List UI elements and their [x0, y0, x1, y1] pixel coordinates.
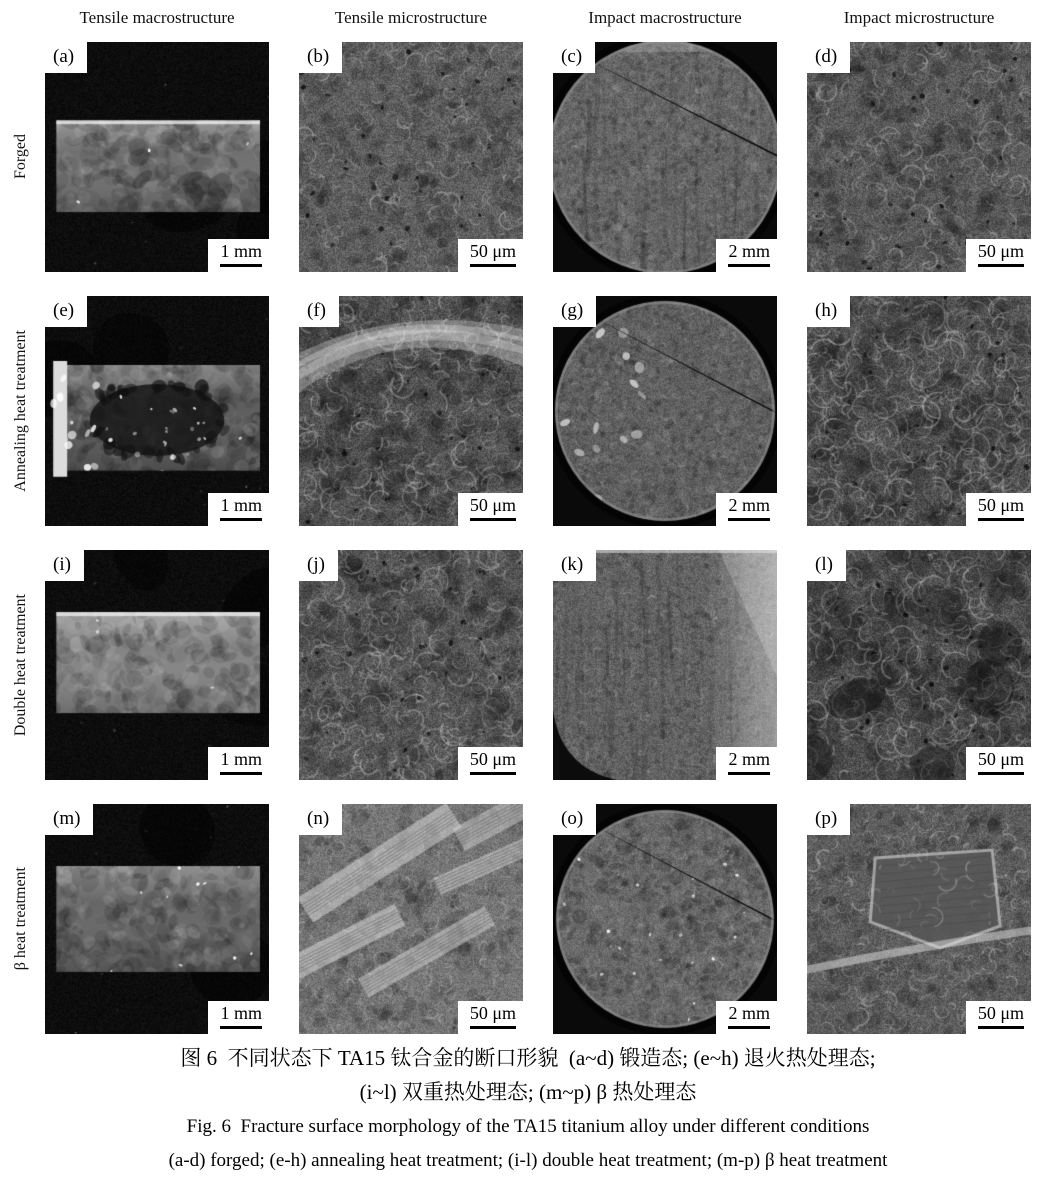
sem-image-o	[553, 804, 777, 1034]
panel-label-g: (g)	[553, 296, 596, 327]
sem-image-h	[807, 296, 1031, 526]
scale-bar-line	[470, 1026, 516, 1029]
scale-bar-g: 2 mm	[716, 493, 777, 526]
scale-bar-line	[220, 518, 262, 521]
panel-j	[299, 550, 523, 780]
caption-english-line1: Fig. 6 Fracture surface morphology of the TA15 titanium alloy under different conditions	[186, 1116, 870, 1137]
scale-bar-j: 50 μm	[458, 747, 523, 780]
sem-image-d	[807, 42, 1031, 272]
scale-bar-p: 50 μm	[966, 1001, 1031, 1034]
panel-p	[807, 804, 1031, 1034]
micrograph-grid	[45, 42, 1031, 1034]
scale-bar-line	[728, 1026, 770, 1029]
sem-image-l	[807, 550, 1031, 780]
column-header-tensile-microstructure: Tensile microstructure	[334, 8, 488, 27]
panel-n	[299, 804, 523, 1034]
scale-bar-b: 50 μm	[458, 239, 523, 272]
panel-m	[45, 804, 269, 1034]
panel-g	[553, 296, 777, 526]
row-label-double-heat-treatment: Double heat treatment	[12, 593, 29, 737]
scale-bar-line	[978, 1026, 1024, 1029]
scale-bar-l: 50 μm	[966, 747, 1031, 780]
panel-label-i: (i)	[45, 550, 84, 581]
sem-image-b	[299, 42, 523, 272]
panel-e	[45, 296, 269, 526]
scale-bar-line	[728, 518, 770, 521]
scale-bar-k: 2 mm	[716, 747, 777, 780]
panel-label-c: (c)	[553, 42, 595, 73]
panel-c	[553, 42, 777, 272]
scale-bar-line	[470, 264, 516, 267]
sem-image-n	[299, 804, 523, 1034]
scale-bar-line	[978, 264, 1024, 267]
panel-o	[553, 804, 777, 1034]
panel-a	[45, 42, 269, 272]
sem-image-j	[299, 550, 523, 780]
panel-label-p: (p)	[807, 804, 850, 835]
scale-bar-n: 50 μm	[458, 1001, 523, 1034]
sem-image-g	[553, 296, 777, 526]
scale-bar-c: 2 mm	[716, 239, 777, 272]
scale-bar-a: 1 mm	[208, 239, 269, 272]
scale-bar-line	[978, 518, 1024, 521]
panel-label-h: (h)	[807, 296, 850, 327]
panel-h	[807, 296, 1031, 526]
scale-bar-o: 2 mm	[716, 1001, 777, 1034]
panel-label-f: (f)	[299, 296, 339, 327]
scale-bar-i: 1 mm	[208, 747, 269, 780]
sem-image-i	[45, 550, 269, 780]
row-label-forged: Forged	[12, 134, 29, 180]
sem-image-c	[553, 42, 777, 272]
scale-bar-h: 50 μm	[966, 493, 1031, 526]
scale-bar-line	[978, 772, 1024, 775]
scale-bar-f: 50 μm	[458, 493, 523, 526]
sem-image-k	[553, 550, 777, 780]
panel-label-e: (e)	[45, 296, 87, 327]
panel-k	[553, 550, 777, 780]
caption-english-line2: (a-d) forged; (e-h) annealing heat treatment; (i-l) double heat treatment; (m-p) β heat treatment	[168, 1150, 888, 1171]
panel-b	[299, 42, 523, 272]
panel-d	[807, 42, 1031, 272]
scale-bar-line	[728, 772, 770, 775]
scale-bar-d: 50 μm	[966, 239, 1031, 272]
panel-label-b: (b)	[299, 42, 342, 73]
scale-bar-line	[220, 1026, 262, 1029]
column-headers	[45, 8, 1031, 28]
column-header-impact-macrostructure: Impact macrostructure	[588, 8, 742, 27]
panel-label-o: (o)	[553, 804, 596, 835]
scale-bar-e: 1 mm	[208, 493, 269, 526]
panel-label-m: (m)	[45, 804, 93, 835]
scale-bar-line	[470, 518, 516, 521]
sem-image-m	[45, 804, 269, 1034]
row-label-beta-heat-treatment: β heat treatment	[12, 867, 29, 971]
scale-bar-line	[470, 772, 516, 775]
panel-label-l: (l)	[807, 550, 846, 581]
row-label-annealing-heat-treatment: Annealing heat treatment	[12, 330, 29, 492]
scale-bar-line	[220, 772, 262, 775]
sem-image-a	[45, 42, 269, 272]
caption-chinese-line2: (i~l) 双重热处理态; (m~p) β 热处理态	[359, 1080, 697, 1104]
scale-bar-m: 1 mm	[208, 1001, 269, 1034]
caption-chinese-line1: 图 6 不同状态下 TA15 钛合金的断口形貌 (a~d) 锻造态; (e~h) 退火热处理态;	[180, 1046, 876, 1070]
panel-label-a: (a)	[45, 42, 87, 73]
sem-image-e	[45, 296, 269, 526]
panel-label-n: (n)	[299, 804, 342, 835]
panel-f	[299, 296, 523, 526]
column-header-impact-microstructure: Impact microstructure	[843, 8, 995, 27]
panel-i	[45, 550, 269, 780]
sem-image-f	[299, 296, 523, 526]
panel-label-k: (k)	[553, 550, 596, 581]
scale-bar-line	[728, 264, 770, 267]
panel-l	[807, 550, 1031, 780]
scale-bar-line	[220, 264, 262, 267]
sem-image-p	[807, 804, 1031, 1034]
column-header-tensile-macrostructure: Tensile macrostructure	[79, 8, 235, 27]
panel-label-j: (j)	[299, 550, 338, 581]
panel-label-d: (d)	[807, 42, 850, 73]
